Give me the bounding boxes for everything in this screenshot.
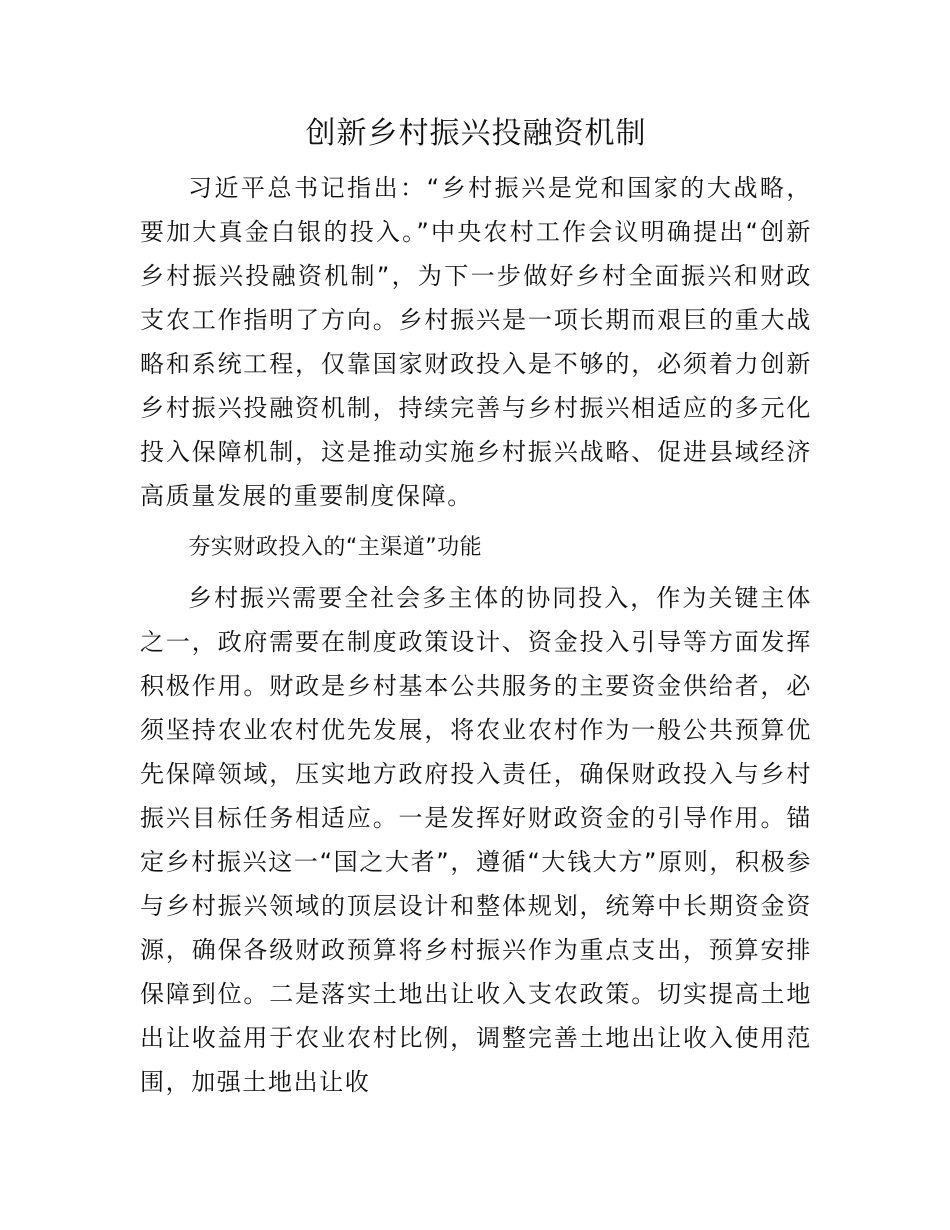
document-body [140, 166, 812, 1104]
section-heading: 夯实财政投入的“主渠道”功能 [188, 535, 483, 560]
paragraph-section-body: 乡村振兴需要全社会多主体的协同投入，作为关键主体之一，政府需要在制度政策设计、资金投入引导等方面发挥积极作用。财政是乡村基本公共服务的主要资金供给者，必须坚持农业农村优先发展，将农业农村作为一般公共预算优先保障领域，压实地方政府投入责任，确保财政投入与乡村振兴目标任务相适应。一是发挥好财政资金的引导作用。锚定乡村振兴这一“国之大者”，遵循“大钱大方”原则，积极参与乡村振兴领域的顶层设计和整体规划，统筹中长期资金资源，确保各级财政预算将乡村振兴作为重点支出，预算安排保障到位。二是落实土地出让收入支农政策。切实提高土地出让收益用于农业农村比例，调整完善土地出让收入使用范围，加强土地出让收 [140, 584, 812, 1096]
document-title: 创新乡村振兴投融资机制 [305, 116, 647, 151]
paragraph-intro: 习近平总书记指出：“乡村振兴是党和国家的大战略，要加大真金白银的投入。”中央农村工作会议明确提出“创新乡村振兴投融资机制”，为下一步做好乡村全面振兴和财政支农工作指明了方向。乡村振兴是一项长期而艰巨的重大战略和系统工程，仅靠国家财政投入是不够的，必须着力创新乡村振兴投融资机制，持续完善与乡村振兴相适应的多元化投入保障机制，这是推动实施乡村振兴战略、促进县域经济高质量发展的重要制度保障。 [140, 174, 812, 510]
